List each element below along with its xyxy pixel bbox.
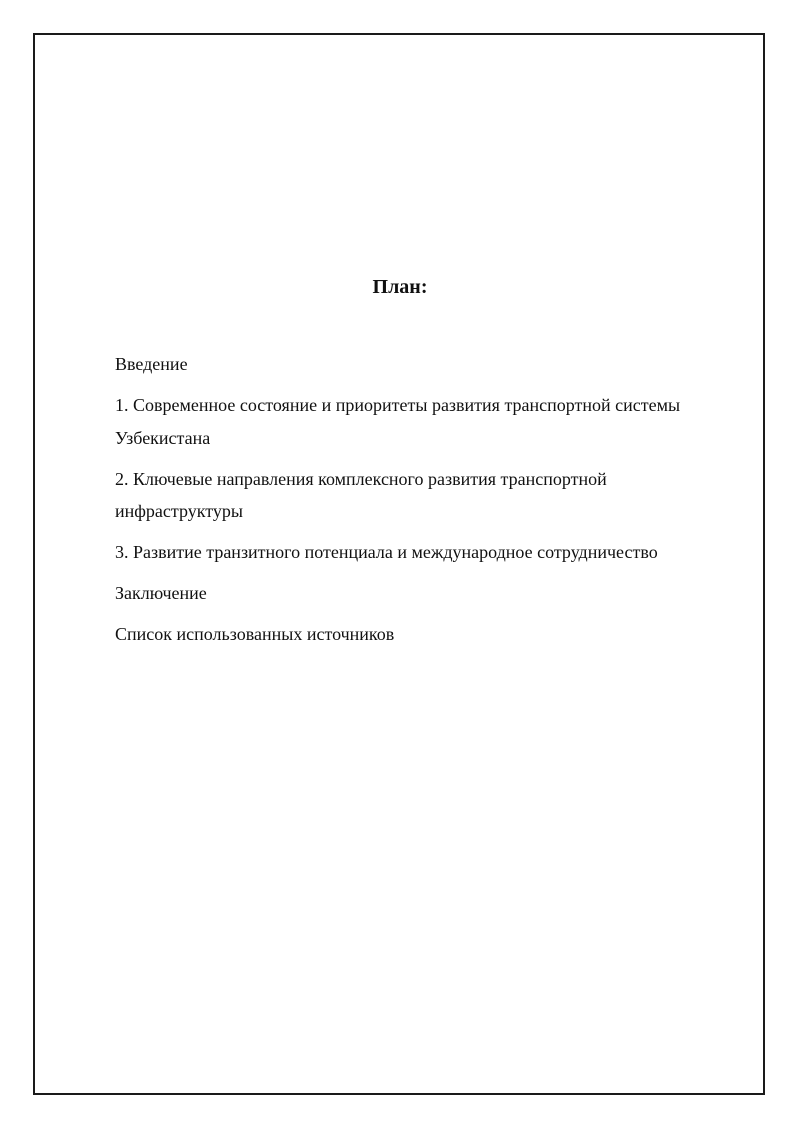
page-title: План: (372, 276, 428, 298)
toc-item-chapter-2: 2. Ключевые направления комплексного развития транспортной инфраструктуры (115, 468, 607, 521)
table-of-contents (115, 348, 715, 659)
toc-item-conclusion: Заключение (115, 583, 207, 603)
toc-item-introduction: Введение (115, 354, 188, 374)
toc-item-chapter-3: 3. Развитие транзитного потенциала и международное сотрудничество (115, 542, 658, 562)
toc-item-chapter-1: 1. Современное состояние и приоритеты развития транспортной системы Узбекистана (115, 395, 681, 448)
toc-item-references: Список использованных источников (115, 624, 395, 644)
